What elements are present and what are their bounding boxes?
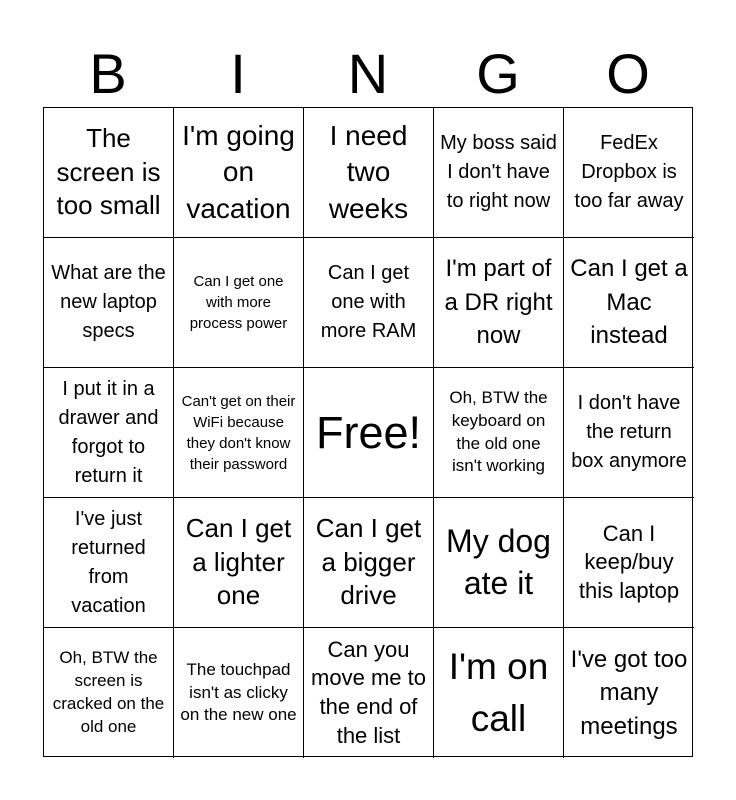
bingo-cell[interactable]: I need two weeks xyxy=(304,108,434,238)
header-letter-b: B xyxy=(89,42,127,105)
bingo-cell[interactable]: I'm on call xyxy=(434,628,564,758)
header-letter-o: O xyxy=(606,42,650,105)
bingo-header xyxy=(43,40,693,108)
bingo-cell[interactable]: Can I get a Mac instead xyxy=(564,238,694,368)
header-letter-n: N xyxy=(347,42,389,105)
bingo-cell[interactable]: I've got too many meetings xyxy=(570,645,688,740)
bingo-cell[interactable]: I don't have the return box anymore xyxy=(564,368,694,498)
free-space-cell[interactable]: Free! xyxy=(304,368,434,498)
bingo-cell[interactable]: Can I keep/buy this laptop xyxy=(564,498,694,628)
bingo-cell[interactable]: The screen is too small xyxy=(44,108,174,238)
bingo-cell[interactable]: Oh, BTW the keyboard on the old one isn't working xyxy=(434,368,564,498)
bingo-cell[interactable]: FedEx Dropbox is too far away xyxy=(564,108,694,238)
bingo-cell[interactable]: Oh, BTW the screen is cracked on the old one xyxy=(44,628,174,758)
bingo-cell[interactable]: My dog ate it xyxy=(434,498,564,628)
bingo-cell[interactable]: What are the new laptop specs xyxy=(44,238,174,368)
header-letter-g: G xyxy=(476,42,520,105)
bingo-cell[interactable]: Can I get one with more RAM xyxy=(304,238,434,368)
bingo-cell[interactable]: My boss said I don't have to right now xyxy=(434,108,564,238)
header-letter-i: I xyxy=(230,42,246,105)
bingo-cell[interactable]: Can I get a bigger drive xyxy=(304,498,434,628)
bingo-cell[interactable]: I put it in a drawer and forgot to return it xyxy=(44,368,174,498)
bingo-board xyxy=(43,107,693,757)
bingo-cell[interactable]: I'm part of a DR right now xyxy=(434,238,564,368)
bingo-cell[interactable]: The touchpad isn't as clicky on the new one xyxy=(174,628,304,758)
bingo-cell[interactable]: I'm going on vacation xyxy=(174,108,304,238)
bingo-cell[interactable]: Can I get a lighter one xyxy=(174,498,304,628)
bingo-cell[interactable]: Can't get on their WiFi because they don't know their password xyxy=(174,368,304,498)
bingo-cell[interactable]: I've just returned from vacation xyxy=(44,498,174,628)
bingo-cell[interactable]: Can you move me to the end of the list xyxy=(304,628,434,758)
bingo-cell[interactable]: Can I get one with more process power xyxy=(174,238,304,368)
